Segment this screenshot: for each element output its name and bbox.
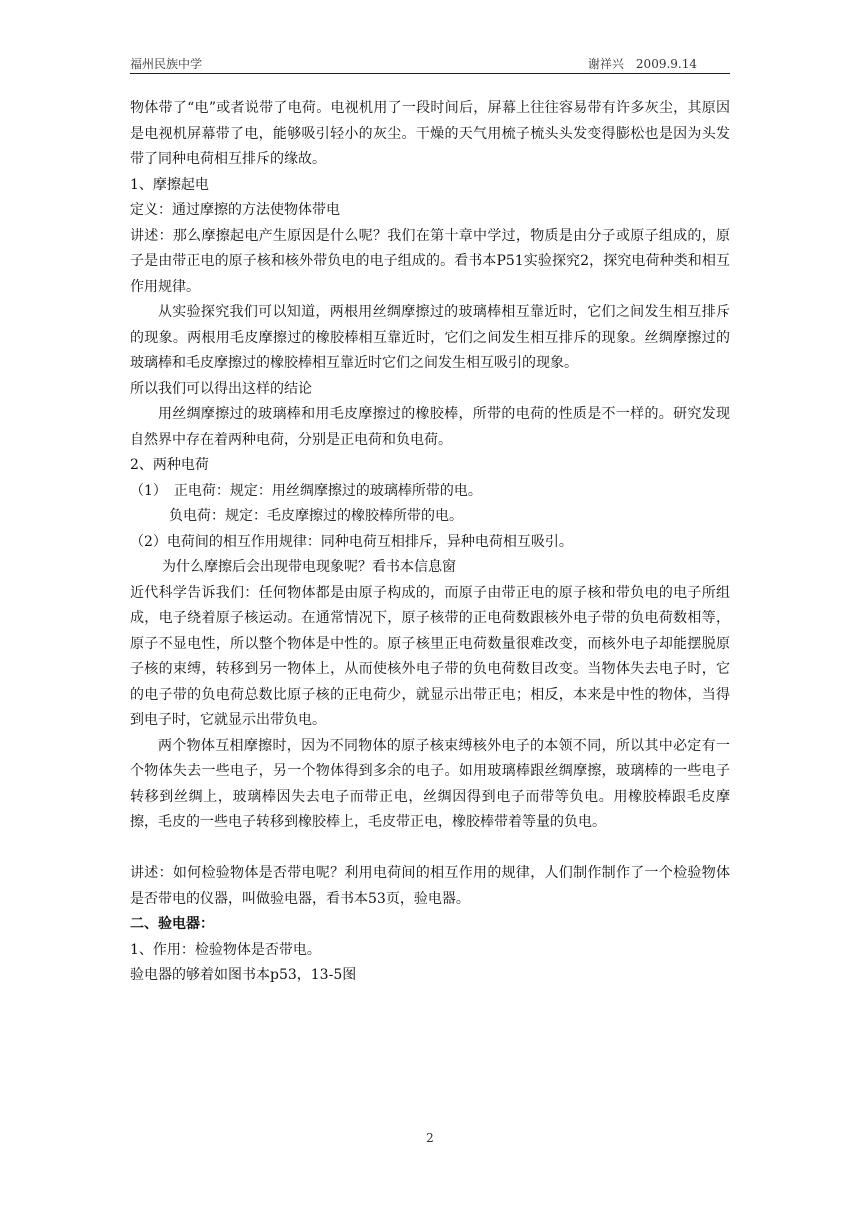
header-author-date: 谢祥兴 2009.9.14 [587, 57, 697, 71]
document-body [130, 96, 730, 989]
paragraph: 1、作用：检验物体是否带电。 [130, 941, 321, 958]
section-heading: 1、摩擦起电 [130, 176, 209, 193]
paragraph: 物体带了“电”或者说带了电荷。电视机用了一段时间后，屏幕上往往容易带有许多灰尘，其原因是电视机屏幕带了电，能够吸引轻小的灰尘。干燥的天气用梳子梳头头发变得膨松也是因为头发带了同种电荷相互排斥的缘故。 [130, 100, 730, 167]
page-header [130, 53, 730, 74]
paragraph: 两个物体互相摩擦时，因为不同物体的原子核束缚核外电子的本领不同，所以其中必定有一个物体失去一些电子，另一个物体得到多余的电子。如用玻璃棒跟丝绸摩擦，玻璃棒的一些电子转移到丝绸上，玻璃棒因失去电子而带正电，丝绸因得到电子而带等负电。用橡胶棒跟毛皮摩擦，毛皮的一些电子转移到橡胶棒上，毛皮带正电，橡胶棒带着等量的负电。 [130, 737, 730, 830]
paragraph: 定义：通过摩擦的方法使物体带电 [130, 202, 340, 218]
list-item: 负电荷：规定：毛皮摩擦过的橡胶棒所带的电。 [169, 508, 463, 524]
paragraph: 验电器的够着如图书本p53，13-5图 [130, 967, 357, 983]
section-heading: 二、验电器： [130, 916, 214, 932]
paragraph: 用丝绸摩擦过的玻璃棒和用毛皮摩擦过的橡胶棒，所带的电荷的性质是不一样的。研究发现自然界中存在着两种电荷，分别是正电荷和负电荷。 [130, 406, 730, 448]
paragraph: 讲述：那么摩擦起电产生原因是什么呢？我们在第十章中学过，物质是由分子或原子组成的，原子是由带正电的原子核和核外带负电的电子组成的。看书本P51实验探究2，探究电荷种类和相互作用规律。 [130, 227, 730, 295]
list-item: （2）电荷间的相互作用规律：同种电荷互相排斥，异种电荷相互吸引。 [130, 533, 573, 550]
paragraph: 为什么摩擦后会出现带电现象呢？看书本信息窗 [162, 559, 456, 575]
page-number: 2 [426, 1131, 434, 1145]
paragraph: 从实验探究我们可以知道，两根用丝绸摩擦过的玻璃棒相互靠近时，它们之间发生相互排斥的现象。两根用毛皮摩擦过的橡胶棒相互靠近时，它们之间发生相互排斥的现象。丝绸摩擦过的玻璃棒和毛皮摩擦过的橡胶棒相互靠近时它们之间发生相互吸引的现象。 [130, 304, 730, 371]
paragraph: 讲述：如何检验物体是否带电呢？利用电荷间的相互作用的规律，人们制作制作了一个检验物体是否带电的仪器，叫做验电器，看书本53页，验电器。 [130, 865, 730, 907]
header-school: 福州民族中学 [130, 57, 203, 71]
list-item: （1） 正电荷：规定：用丝绸摩擦过的玻璃棒所带的电。 [130, 482, 482, 499]
section-heading: 2、两种电荷 [130, 457, 209, 473]
paragraph: 近代科学告诉我们：任何物体都是由原子构成的，而原子由带正电的原子核和带负电的电子所组成，电子绕着原子核运动。在通常情况下，原子核带的正电荷数跟核外电子带的负电荷数相等，原子不显电性，所以整个物体是中性的。原子核里正电荷数量很难改变，而核外电子却能摆脱原子核的束缚，转移到另一物体上，从而使核外电子带的负电荷数目改变。当物体失去电子时，它的电子带的负电荷总数比原子核的正电荷少，就显示出带正电；相反，本来是中性的物体，当得到电子时，它就显示出带负电。 [130, 584, 730, 728]
blank-line [130, 836, 730, 862]
paragraph: 所以我们可以得出这样的结论 [130, 380, 312, 397]
